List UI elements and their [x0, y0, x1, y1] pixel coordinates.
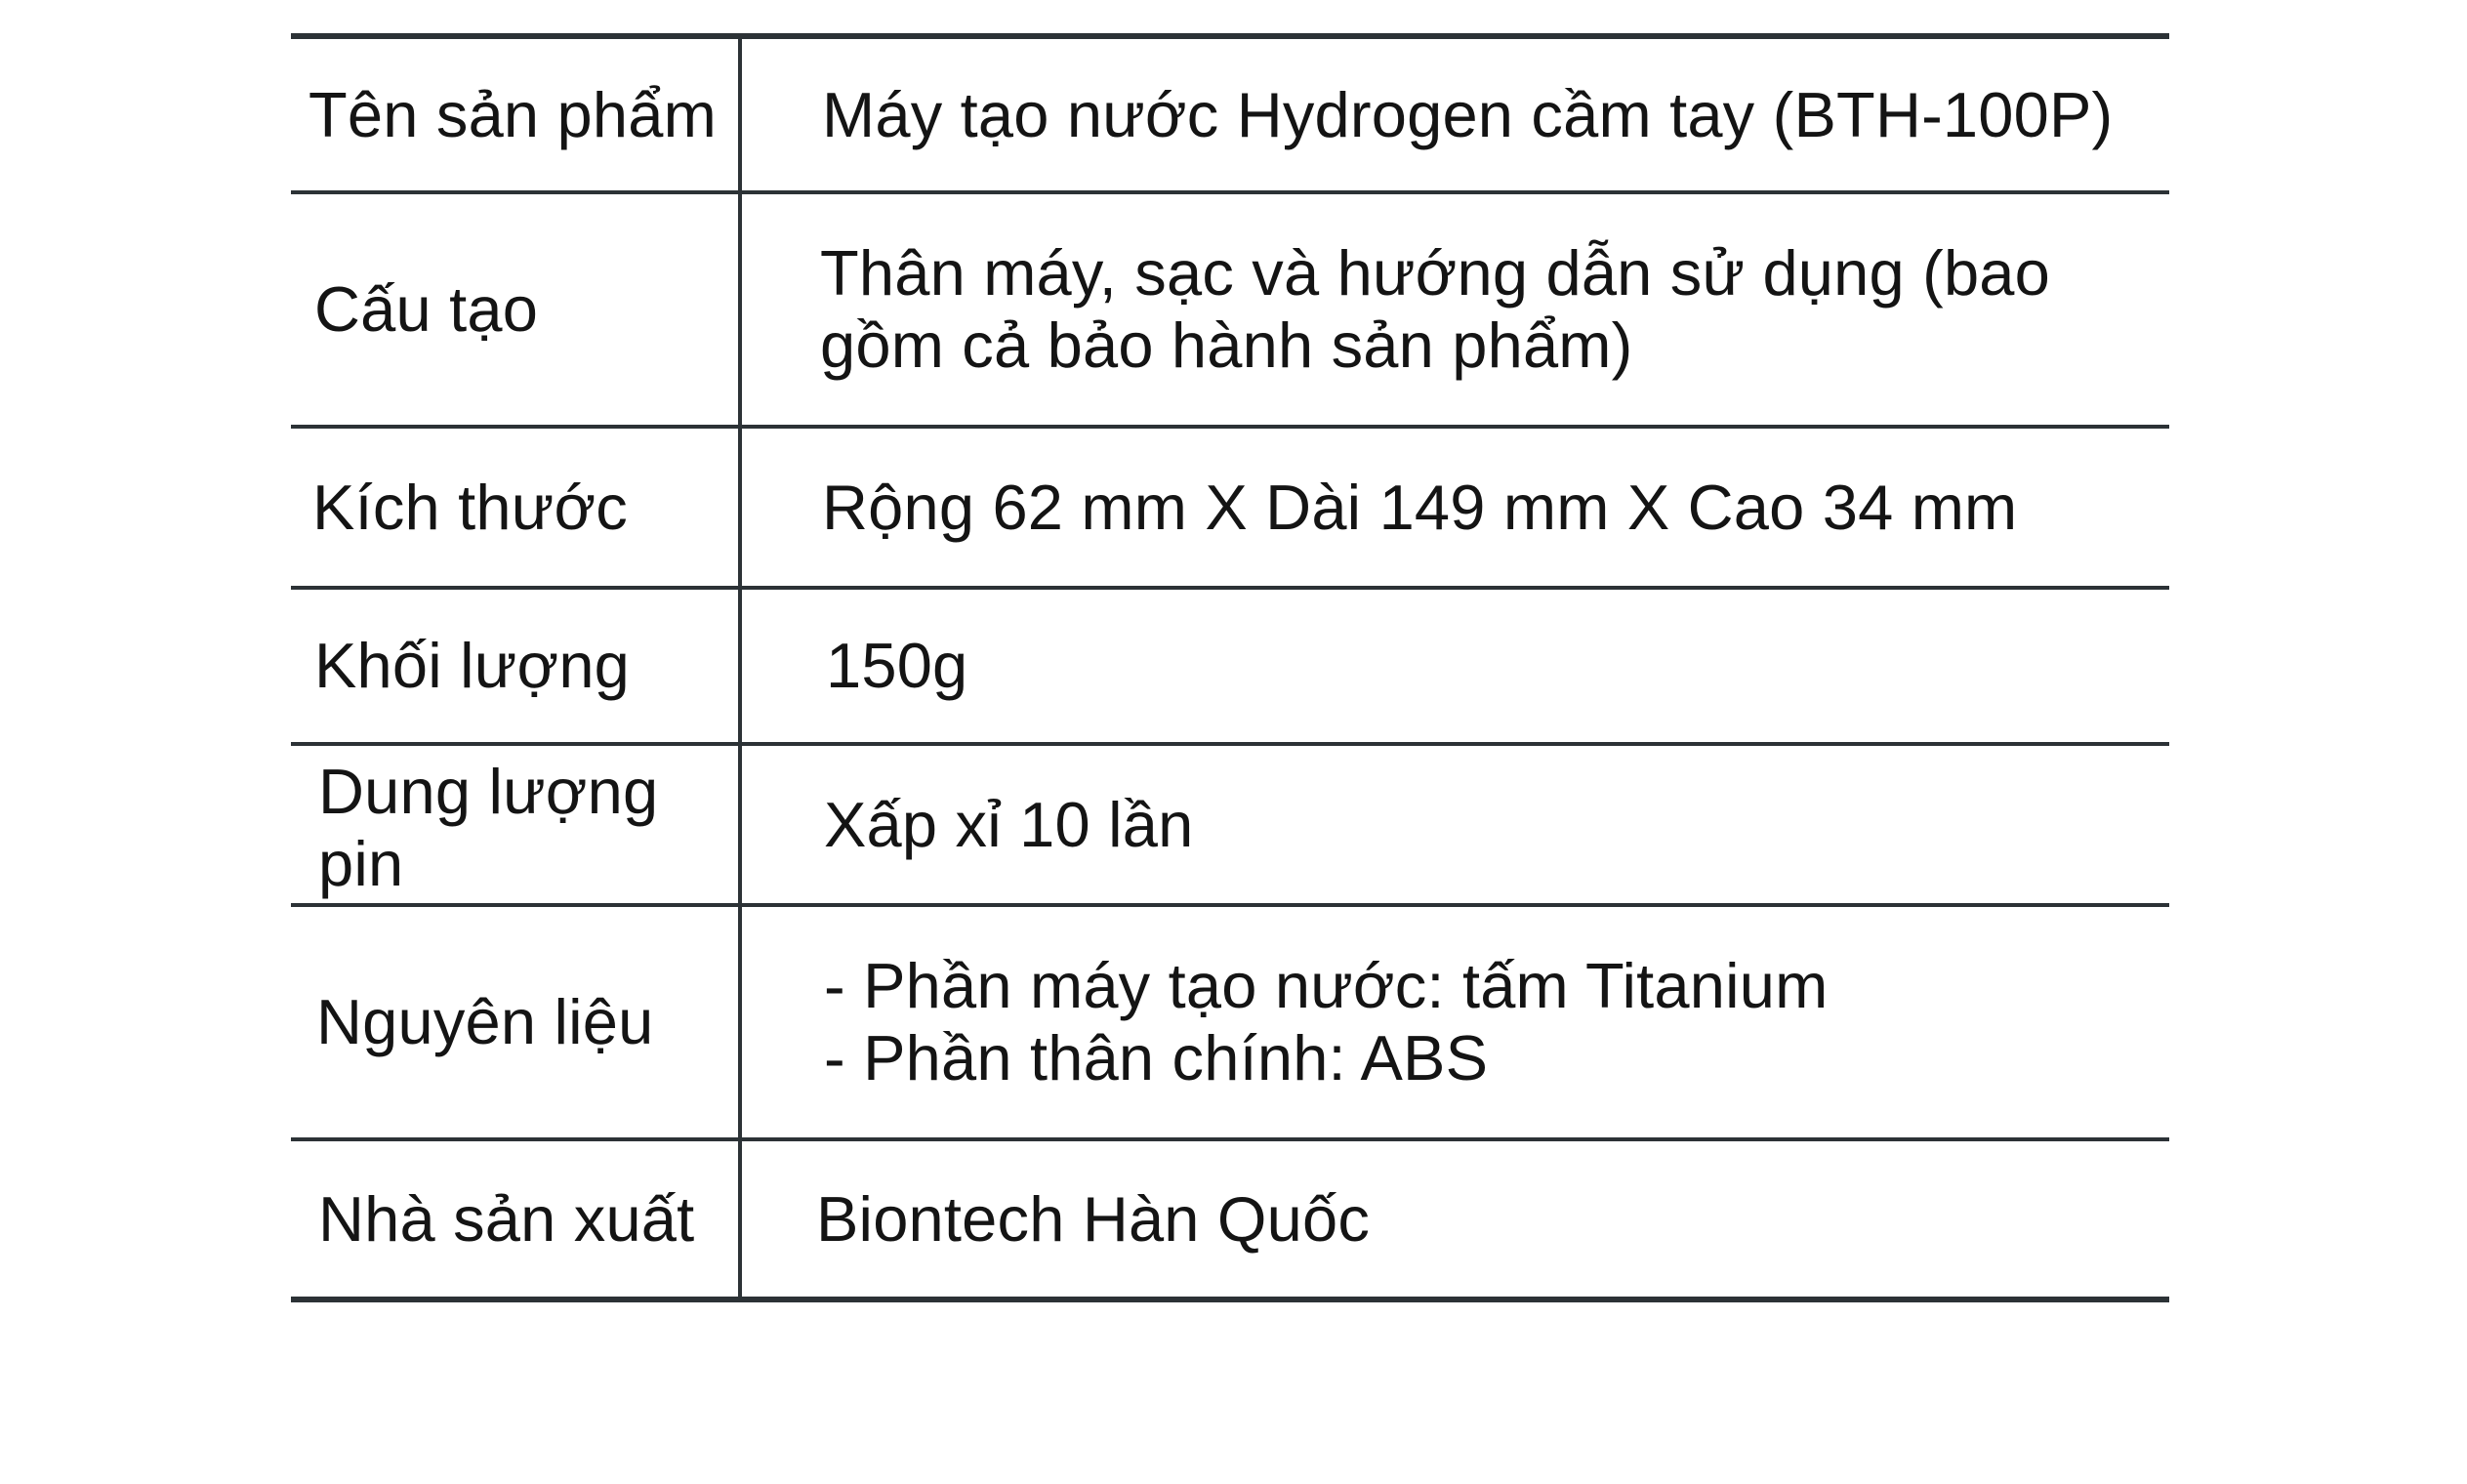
spec-label-line: pin [318, 827, 404, 899]
spec-label-cell [291, 744, 740, 905]
spec-row-product-name [291, 36, 2169, 192]
spec-label: Nhà sản xuất [318, 1182, 695, 1255]
spec-value: Xấp xỉ 10 lần [824, 788, 1194, 860]
spec-row-weight [291, 588, 2169, 744]
spec-row-battery [291, 744, 2169, 905]
spec-value-cell [740, 36, 2169, 192]
spec-row-structure [291, 192, 2169, 427]
spec-label-cell [291, 905, 740, 1139]
spec-value-line: Thân máy, sạc và hướng dẫn sử dụng (bao [820, 237, 2051, 309]
product-spec-table [291, 33, 2169, 1302]
spec-value-cell [740, 744, 2169, 905]
spec-value-cell [740, 427, 2169, 588]
spec-label [301, 750, 738, 900]
spec-value-line: gồm cả bảo hành sản phẩm) [820, 309, 1633, 381]
spec-value-cell [740, 1139, 2169, 1299]
spec-value-line: - Phần máy tạo nước: tấm Titanium [824, 950, 1829, 1021]
spec-row-size [291, 427, 2169, 588]
spec-label: Cấu tạo [314, 273, 539, 345]
spec-value: Máy tạo nước Hydrogen cầm tay (BTH-100P) [822, 78, 2114, 150]
spec-label-cell [291, 588, 740, 744]
spec-label-cell [291, 36, 740, 192]
spec-value: Biontech Hàn Quốc [816, 1182, 1371, 1255]
spec-label-cell [291, 192, 740, 427]
spec-row-manufacturer [291, 1139, 2169, 1299]
spec-value-cell [740, 905, 2169, 1139]
spec-label-line: Dung lượng [318, 755, 659, 827]
spec-label: Kích thước [312, 471, 628, 543]
spec-label-cell [291, 427, 740, 588]
spec-label: Nguyên liệu [316, 986, 654, 1057]
spec-value: 150g [826, 630, 968, 701]
spec-value-cell [740, 192, 2169, 427]
spec-label-cell [291, 1139, 740, 1299]
spec-value-cell [740, 588, 2169, 744]
spec-value: Rộng 62 mm X Dài 149 mm X Cao 34 mm [822, 471, 2018, 543]
spec-label: Tên sản phẩm [308, 78, 717, 150]
spec-value-line: - Phần thân chính: ABS [824, 1022, 1489, 1093]
spec-label: Khối lượng [314, 630, 631, 701]
spec-row-material [291, 905, 2169, 1139]
